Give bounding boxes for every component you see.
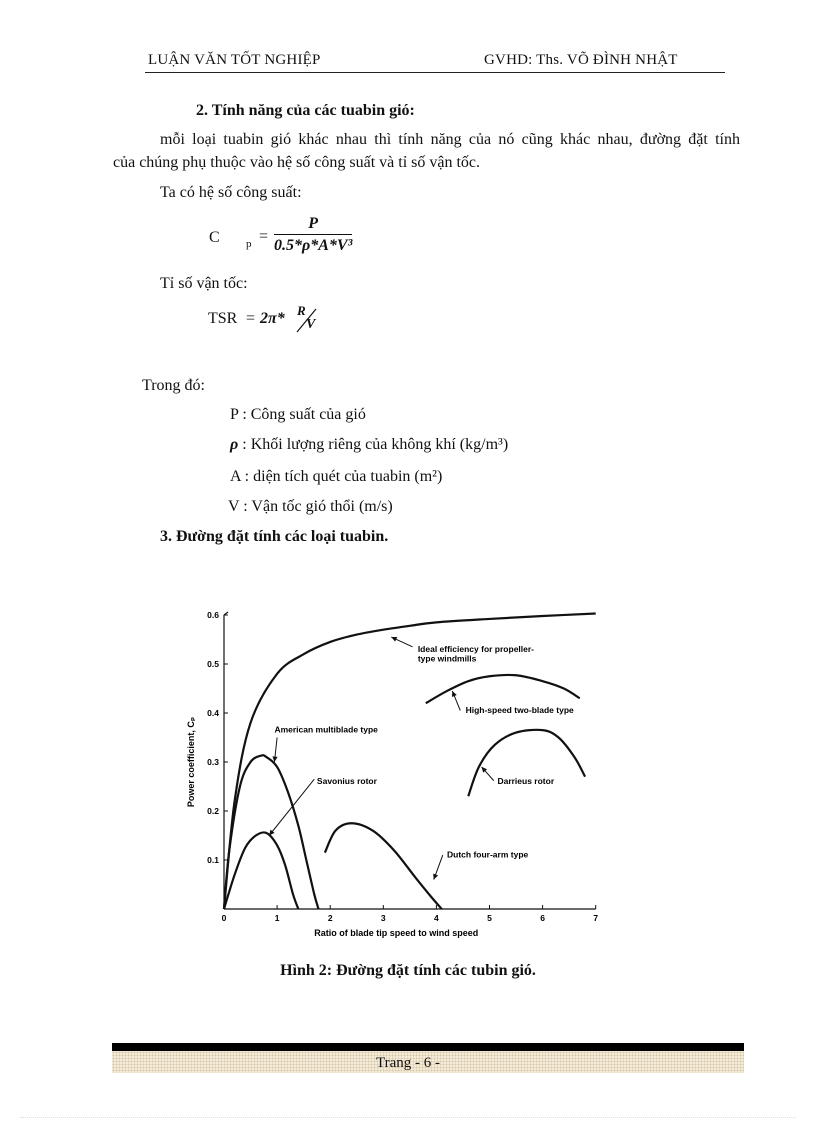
y-axis-label: Power coefficient, Cₚ <box>186 716 196 808</box>
running-header-right: GVHD: Ths. VÕ ĐÌNH NHẬT <box>484 52 678 68</box>
annotation-high-speed: High-speed two-blade type <box>465 705 574 715</box>
def-a <box>230 468 442 486</box>
cp-denominator: 0.5*ρ*A*V³ <box>274 237 353 254</box>
y-tick-label: 0.4 <box>207 708 219 718</box>
def-p-symbol: P <box>230 406 239 423</box>
def-v <box>228 498 393 516</box>
def-a-text: : diện tích quét của tuabin (m²) <box>240 468 443 485</box>
annotation-darrieus: Darrieus rotor <box>497 776 555 787</box>
x-axis-label: Ratio of blade tip speed to wind speed <box>314 928 479 938</box>
paragraph-line-2: của chúng phụ thuộc vào hệ số công suất và tỉ số vận tốc. <box>113 154 481 171</box>
power-coefficient-chart <box>178 598 618 940</box>
curve-dutch-four-arm <box>325 823 442 909</box>
x-tick-label: 3 <box>380 913 386 923</box>
header-rule <box>145 72 725 73</box>
def-p <box>230 406 366 424</box>
tsr-rhs-prefix: 2π* <box>260 310 285 327</box>
x-tick-label: 1 <box>274 913 280 923</box>
def-rho <box>230 436 508 454</box>
x-tick-label: 2 <box>327 913 333 923</box>
curve-savonius <box>224 832 298 909</box>
where-label: Trong đó: <box>142 377 205 394</box>
y-tick-label: 0.2 <box>207 806 219 816</box>
annotation-ideal-line2: type windmills <box>417 653 477 664</box>
page-number: Trang - 6 - <box>375 1055 441 1071</box>
leader-line <box>269 779 314 835</box>
def-v-text: : Vận tốc gió thổi (m/s) <box>239 498 393 515</box>
x-tick-label: 5 <box>487 913 492 923</box>
curve-high-speed-two-blade <box>426 675 580 703</box>
tsr-lhs: TSR <box>208 310 238 327</box>
cp-intro: Ta có hệ số công suất: <box>160 184 302 201</box>
chart-curves <box>224 614 596 909</box>
x-tick-label: 6 <box>540 913 545 923</box>
def-rho-symbol: ρ <box>230 436 239 453</box>
annotation-dutch: Dutch four-arm type <box>447 849 529 860</box>
section-2-heading: 2. Tính năng của các tuabin gió: <box>196 102 415 119</box>
cp-symbol: C <box>209 229 220 246</box>
x-tick-label: 0 <box>221 913 227 923</box>
curve-ideal-propeller <box>224 614 596 909</box>
tsr-intro: Tỉ số vận tốc: <box>160 275 248 292</box>
annotation-american: American multiblade type <box>274 724 378 735</box>
cp-fraction <box>274 215 352 255</box>
y-tick-label: 0.1 <box>207 855 219 865</box>
tsr-equals: = <box>246 310 256 327</box>
annotation-ideal-line1: Ideal efficiency for propeller- <box>417 643 535 654</box>
annotation-savonius: Savonius rotor <box>316 776 377 787</box>
footer-bar <box>112 1043 744 1051</box>
y-tick-label: 0.3 <box>207 757 219 767</box>
def-v-symbol: V <box>228 498 240 515</box>
tsr-rhs-denominator: V <box>306 317 316 332</box>
cp-equals: = <box>259 228 269 245</box>
def-rho-text: : Khối lượng riêng của không khí (kg/m³) <box>238 436 509 453</box>
paragraph-line-1: mỗi loại tuabin gió khác nhau thì tính năng của nó cũng khác nhau, đường đặt tính <box>160 131 740 148</box>
x-tick-label: 4 <box>434 913 439 923</box>
cp-numerator: P <box>274 215 352 235</box>
y-tick-label: 0.6 <box>207 610 219 620</box>
tsr-rhs-numerator: R <box>297 303 306 318</box>
chart-ticks <box>207 610 598 923</box>
running-header-left: LUẬN VĂN TỐT NGHIỆP <box>148 52 321 68</box>
def-a-symbol: A <box>230 468 241 485</box>
curve-darrieus <box>468 730 585 796</box>
cp-subscript: p <box>246 238 252 250</box>
y-tick-label: 0.5 <box>207 659 219 669</box>
def-p-text: : Công suất của gió <box>238 406 366 423</box>
page-bottom-dotted-rule <box>20 1117 796 1118</box>
x-tick-label: 7 <box>593 913 599 923</box>
figure-caption: Hình 2: Đường đặt tính các tubin gió. <box>280 962 536 979</box>
chart-axes <box>224 612 596 909</box>
section-3-heading: 3. Đường đặt tính các loại tuabin. <box>160 528 389 545</box>
